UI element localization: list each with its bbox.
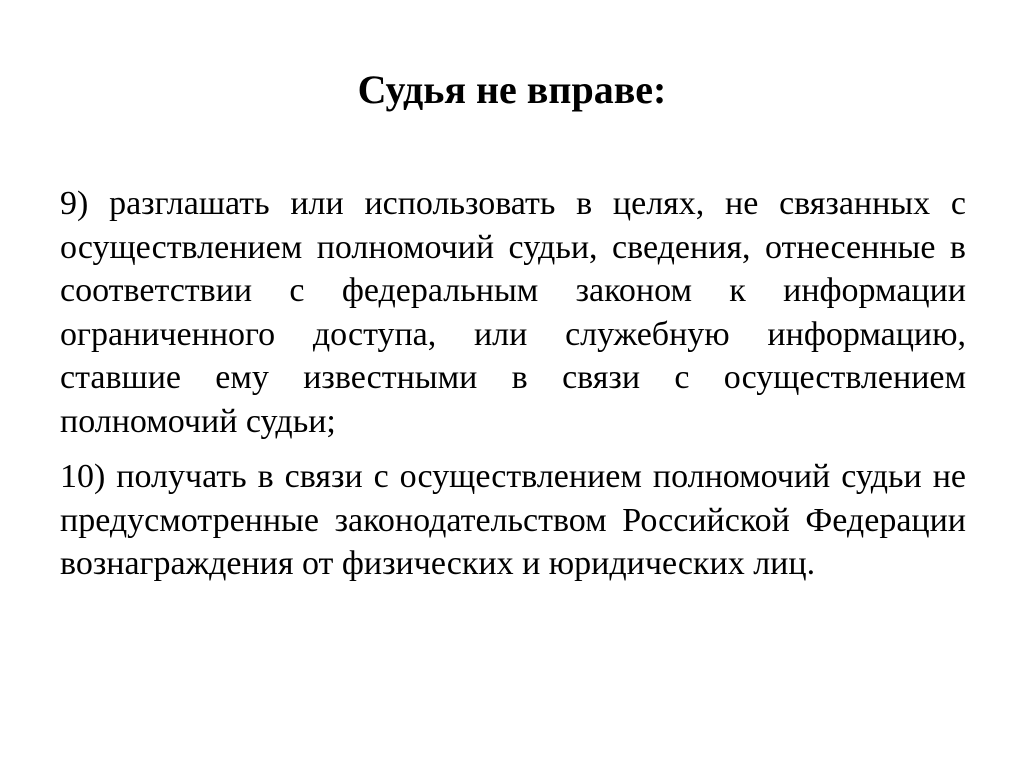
- paragraph-item-9: 9) разглашать или использовать в целях, не связанных с осуществлением полномочий судьи, сведения, отнесенные в соответствии с федеральным законом к информации ограниченного доступа, или служебную информацию, ставшие ему известными в связи с осуществлением полномочий судьи;: [60, 185, 966, 440]
- slide-body: [60, 182, 966, 586]
- paragraph-item-10: 10) получать в связи с осуществлением полномочий судьи не предусмотренные законодательством Российской Федерации вознаграждения от физических и юридических лиц.: [60, 458, 966, 582]
- slide-title: Судья не вправе:: [357, 67, 667, 112]
